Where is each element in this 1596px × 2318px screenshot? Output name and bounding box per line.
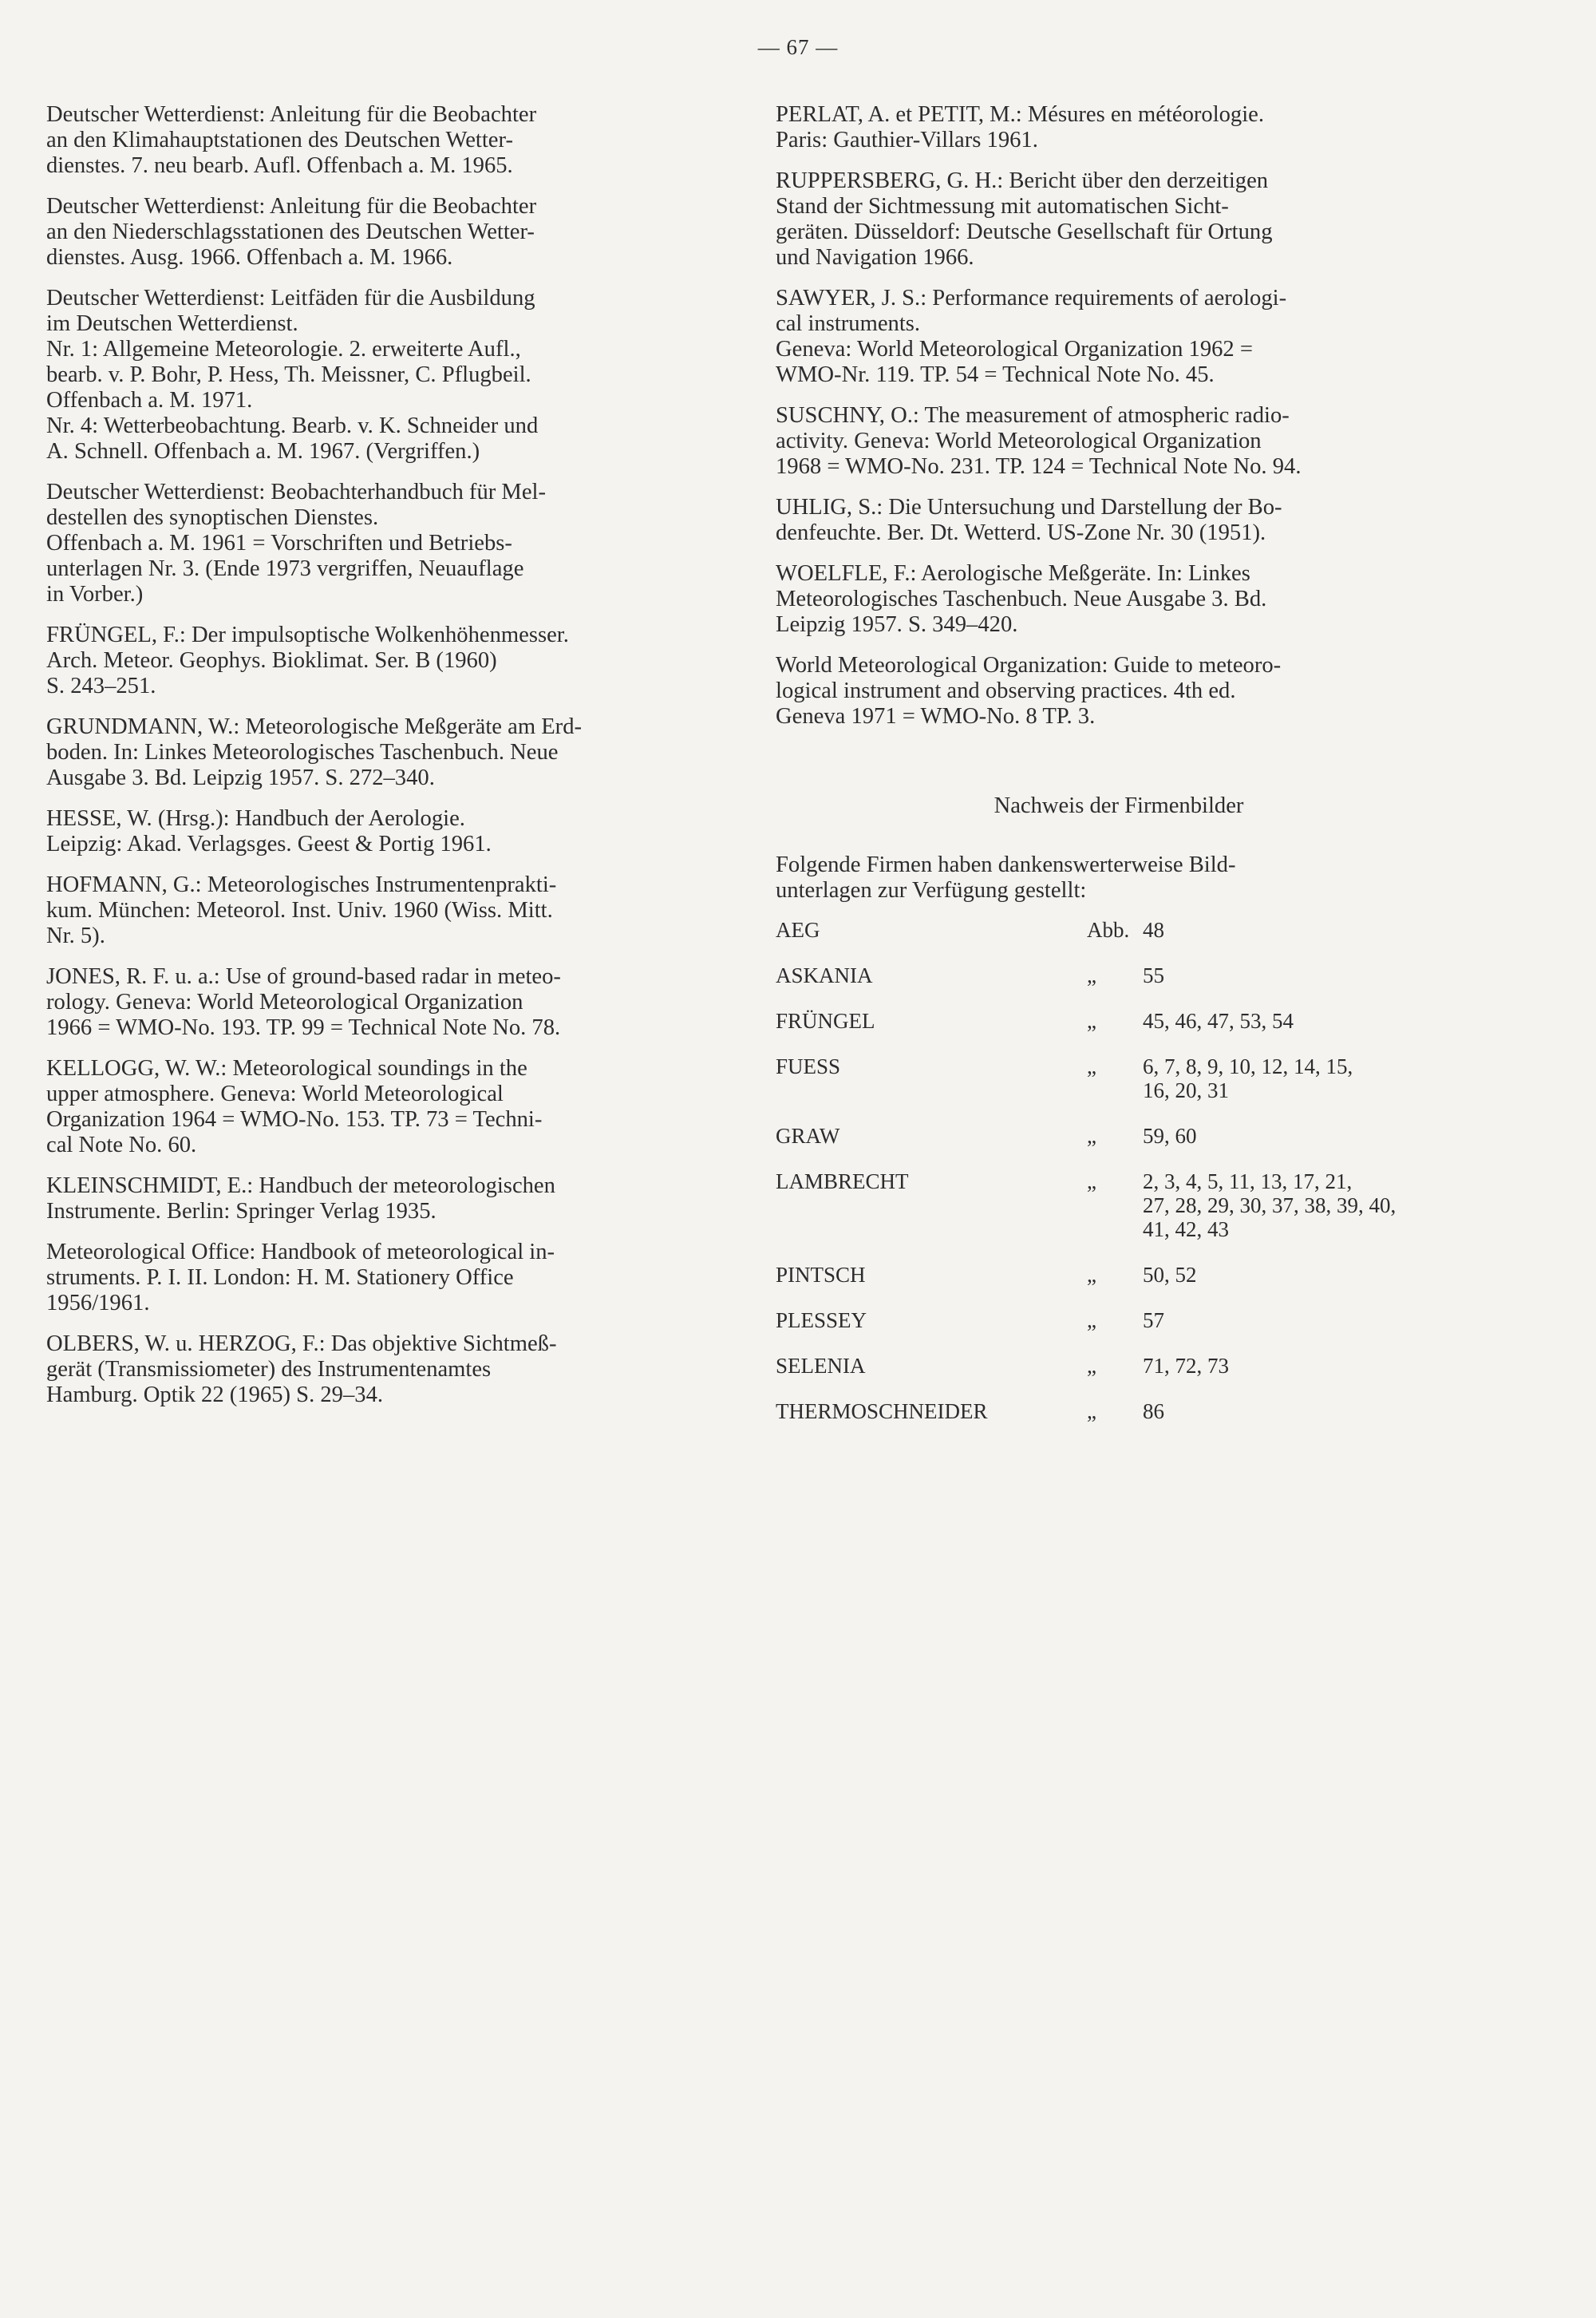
bibliography-entry: [776, 561, 1462, 638]
firm-figure-numbers: [1143, 963, 1462, 987]
entry-line: Nr. 5).: [46, 924, 105, 948]
entry-line: Deutscher Wetterdienst: Leitfäden für die Ausbildung: [46, 286, 535, 311]
entry-line: WMO-Nr. 119. TP. 54 = Technical Note No. 45.: [776, 362, 1215, 387]
entry-line: dienstes. Ausg. 1966. Offenbach a. M. 1966.: [46, 245, 453, 270]
entry-line: FRÜNGEL, F.: Der impulsoptische Wolkenhöhenmesser.: [46, 623, 569, 647]
entry-line: cal instruments.: [776, 311, 921, 336]
entry-line: SUSCHNY, O.: The measurement of atmospheric radio-: [776, 403, 1290, 428]
entry-line: Offenbach a. M. 1961 = Vorschriften und Betriebs-: [46, 531, 512, 556]
firm-name: FRÜNGEL: [776, 1009, 875, 1033]
bibliography-entry: [46, 286, 741, 465]
bibliography-entry: [776, 495, 1462, 546]
entry-line: upper atmosphere. Geneva: World Meteorological: [46, 1082, 504, 1106]
bibliography-left-column: [46, 102, 741, 1423]
firm-row: [776, 1009, 1462, 1033]
bibliography-entry: [46, 1173, 741, 1224]
figure-numbers-line: 59, 60: [1143, 1124, 1197, 1148]
firm-name: FUESS: [776, 1054, 841, 1078]
entry-line: HOFMANN, G.: Meteorologisches Instrumentenprakti-: [46, 872, 557, 897]
entry-line: Geneva: World Meteorological Organization 1962 =: [776, 337, 1253, 362]
intro-line: Folgende Firmen haben dankenswerterweise Bild-: [776, 852, 1236, 877]
bibliography-right-column: [776, 102, 1462, 1445]
firm-row: [776, 1169, 1462, 1241]
bibliography-entry: [46, 872, 741, 949]
entry-line: KLEINSCHMIDT, E.: Handbuch der meteorologischen: [46, 1173, 555, 1198]
firm-abb-label: „: [1087, 1169, 1096, 1193]
firm-abb-label: „: [1087, 1354, 1096, 1378]
entry-line: Deutscher Wetterdienst: Anleitung für die Beobachter: [46, 102, 537, 127]
firm-figure-numbers: [1143, 1169, 1462, 1241]
figure-numbers-line: 86: [1143, 1399, 1164, 1423]
entry-line: Deutscher Wetterdienst: Anleitung für die Beobachter: [46, 194, 537, 219]
bibliography-entry: [46, 623, 741, 699]
bibliography-entry: [776, 653, 1462, 730]
credits-title: Nachweis der Firmenbilder: [994, 793, 1244, 818]
bibliography-entry: [46, 480, 741, 607]
firm-figure-numbers: [1143, 1054, 1462, 1102]
entry-line: Ausgabe 3. Bd. Leipzig 1957. S. 272–340.: [46, 765, 435, 790]
firm-figure-numbers: [1143, 1354, 1462, 1378]
figure-numbers-line: 16, 20, 31: [1143, 1078, 1229, 1102]
entry-line: geräten. Düsseldorf: Deutsche Gesellschaft für Ortung: [776, 220, 1273, 244]
entry-line: logical instrument and observing practices. 4th ed.: [776, 678, 1236, 703]
bibliography-entry: [46, 806, 741, 857]
firm-name: THERMOSCHNEIDER: [776, 1399, 988, 1423]
entry-line: Offenbach a. M. 1971.: [46, 388, 253, 413]
bibliography-entry: [46, 1331, 741, 1408]
entry-line: gerät (Transmissiometer) des Instrumentenamtes: [46, 1357, 492, 1382]
entry-line: S. 243–251.: [46, 674, 156, 698]
figure-numbers-line: 55: [1143, 963, 1164, 987]
entry-line: Meteorological Office: Handbook of meteorological in-: [46, 1240, 555, 1264]
entry-line: Nr. 4: Wetterbeobachtung. Bearb. v. K. Schneider und: [46, 413, 539, 438]
entry-line: 1956/1961.: [46, 1291, 150, 1315]
firm-abb-label: „: [1087, 963, 1096, 987]
firm-row: [776, 1399, 1462, 1423]
entry-line: rology. Geneva: World Meteorological Organization: [46, 990, 523, 1015]
entry-line: Geneva 1971 = WMO-No. 8 TP. 3.: [776, 704, 1096, 729]
entry-line: A. Schnell. Offenbach a. M. 1967. (Vergriffen.): [46, 439, 480, 464]
entry-line: struments. P. I. II. London: H. M. Stationery Office: [46, 1265, 514, 1290]
figure-numbers-line: 48: [1143, 918, 1164, 942]
entry-line: JONES, R. F. u. a.: Use of ground-based radar in meteo-: [46, 964, 561, 989]
figure-numbers-line: 27, 28, 29, 30, 37, 38, 39, 40,: [1143, 1193, 1396, 1217]
firm-figure-numbers: [1143, 918, 1462, 942]
entry-line: World Meteorological Organization: Guide to meteoro-: [776, 653, 1282, 678]
entry-line: im Deutschen Wetterdienst.: [46, 311, 298, 336]
entry-line: Nr. 1: Allgemeine Meteorologie. 2. erweiterte Aufl.,: [46, 337, 521, 362]
entry-line: 1966 = WMO-No. 193. TP. 99 = Technical Note No. 78.: [46, 1015, 561, 1040]
entry-line: Hamburg. Optik 22 (1965) S. 29–34.: [46, 1382, 384, 1407]
entry-line: bearb. v. P. Bohr, P. Hess, Th. Meissner, C. Pflugbeil.: [46, 362, 531, 387]
bibliography-entry: [776, 168, 1462, 271]
entry-line: und Navigation 1966.: [776, 245, 974, 270]
firm-abb-label: „: [1087, 1054, 1096, 1078]
entry-line: dienstes. 7. neu bearb. Aufl. Offenbach a. M. 1965.: [46, 153, 513, 178]
firm-name: PLESSEY: [776, 1308, 867, 1332]
bibliography-entry: [46, 1056, 741, 1158]
firm-name: SELENIA: [776, 1354, 866, 1378]
bibliography-entry: [776, 403, 1462, 480]
firm-abb-label: „: [1087, 1124, 1096, 1148]
firm-row: [776, 1354, 1462, 1378]
entry-line: Deutscher Wetterdienst: Beobachterhandbuch für Mel-: [46, 480, 547, 504]
entry-line: Stand der Sichtmessung mit automatischen Sicht-: [776, 194, 1229, 219]
firm-name: AEG: [776, 918, 820, 942]
firm-abb-label: „: [1087, 1263, 1096, 1287]
firm-abb-label: „: [1087, 1009, 1096, 1033]
entry-line: Leipzig 1957. S. 349–420.: [776, 612, 1018, 637]
figure-numbers-line: 45, 46, 47, 53, 54: [1143, 1009, 1294, 1033]
figure-numbers-line: 41, 42, 43: [1143, 1217, 1229, 1241]
entry-line: OLBERS, W. u. HERZOG, F.: Das objektive Sichtmeß-: [46, 1331, 557, 1356]
entry-line: HESSE, W. (Hrsg.): Handbuch der Aerologie.: [46, 806, 465, 831]
entry-line: destellen des synoptischen Dienstes.: [46, 505, 379, 530]
bibliography-entry: [46, 194, 741, 271]
firm-abb-label: „: [1087, 1308, 1096, 1332]
entry-line: KELLOGG, W. W.: Meteorological soundings in the: [46, 1056, 527, 1081]
bibliography-entry: [46, 1240, 741, 1316]
firm-figure-numbers: [1143, 1009, 1462, 1033]
entry-line: unterlagen Nr. 3. (Ende 1973 vergriffen, Neuauflage: [46, 556, 524, 581]
firm-figure-numbers: [1143, 1263, 1462, 1287]
entry-line: WOELFLE, F.: Aerologische Meßgeräte. In: Linkes: [776, 561, 1250, 586]
bibliography-entry: [46, 102, 741, 179]
entry-line: SAWYER, J. S.: Performance requirements of aerologi-: [776, 286, 1287, 311]
entry-line: Instrumente. Berlin: Springer Verlag 1935.: [46, 1199, 437, 1224]
bibliography-entry: [776, 102, 1462, 153]
firm-row: [776, 1124, 1462, 1148]
entry-line: Leipzig: Akad. Verlagsges. Geest & Portig 1961.: [46, 832, 492, 856]
figure-numbers-line: 6, 7, 8, 9, 10, 12, 14, 15,: [1143, 1054, 1353, 1078]
entry-line: boden. In: Linkes Meteorologisches Taschenbuch. Neue: [46, 740, 559, 765]
entry-line: an den Niederschlagsstationen des Deutschen Wetter-: [46, 220, 535, 244]
firm-row: [776, 1263, 1462, 1287]
firm-figure-numbers: [1143, 1399, 1462, 1423]
entry-line: cal Note No. 60.: [46, 1133, 197, 1157]
credits-intro: [776, 852, 1462, 904]
firm-name: GRAW: [776, 1124, 840, 1148]
entry-line: in Vorber.): [46, 582, 144, 607]
entry-line: kum. München: Meteorol. Inst. Univ. 1960 (Wiss. Mitt.: [46, 898, 553, 923]
entry-line: Organization 1964 = WMO-No. 153. TP. 73 = Techni-: [46, 1107, 543, 1132]
firm-name: ASKANIA: [776, 963, 873, 987]
firm-row: [776, 963, 1462, 987]
figure-numbers-line: 50, 52: [1143, 1263, 1197, 1287]
entry-line: 1968 = WMO-No. 231. TP. 124 = Technical Note No. 94.: [776, 454, 1302, 479]
entry-line: Paris: Gauthier-Villars 1961.: [776, 128, 1038, 152]
firm-row: [776, 1308, 1462, 1332]
entry-line: an den Klimahauptstationen des Deutschen Wetter-: [46, 128, 513, 152]
entry-line: GRUNDMANN, W.: Meteorologische Meßgeräte am Erd-: [46, 714, 583, 739]
figure-numbers-line: 57: [1143, 1308, 1164, 1332]
firm-list: [776, 918, 1462, 1423]
entry-line: denfeuchte. Ber. Dt. Wetterd. US-Zone Nr. 30 (1951).: [776, 520, 1266, 545]
entry-line: Arch. Meteor. Geophys. Bioklimat. Ser. B (1960): [46, 648, 497, 673]
bibliography-right-entries: [776, 102, 1462, 730]
firm-abb-label: „: [1087, 1399, 1096, 1423]
figure-numbers-line: 2, 3, 4, 5, 11, 13, 17, 21,: [1143, 1169, 1353, 1193]
entry-line: activity. Geneva: World Meteorological Organization: [776, 429, 1262, 453]
firm-row: [776, 1054, 1462, 1102]
firm-figure-numbers: [1143, 1308, 1462, 1332]
page-number: — 67 —: [757, 35, 839, 59]
figure-numbers-line: 71, 72, 73: [1143, 1354, 1229, 1378]
bibliography-entry: [46, 964, 741, 1041]
intro-line: unterlagen zur Verfügung gestellt:: [776, 878, 1087, 903]
firm-figure-numbers: [1143, 1124, 1462, 1148]
firm-abb-label: Abb.: [1087, 918, 1130, 942]
entry-line: Meteorologisches Taschenbuch. Neue Ausgabe 3. Bd.: [776, 587, 1267, 611]
firm-name: PINTSCH: [776, 1263, 866, 1287]
entry-line: PERLAT, A. et PETIT, M.: Mésures en météorologie.: [776, 102, 1265, 127]
firm-row: [776, 918, 1462, 942]
bibliography-entry: [776, 286, 1462, 388]
entry-line: UHLIG, S.: Die Untersuchung und Darstellung der Bo-: [776, 495, 1282, 520]
firm-name: LAMBRECHT: [776, 1169, 909, 1193]
bibliography-entry: [46, 714, 741, 791]
entry-line: RUPPERSBERG, G. H.: Bericht über den derzeitigen: [776, 168, 1269, 193]
